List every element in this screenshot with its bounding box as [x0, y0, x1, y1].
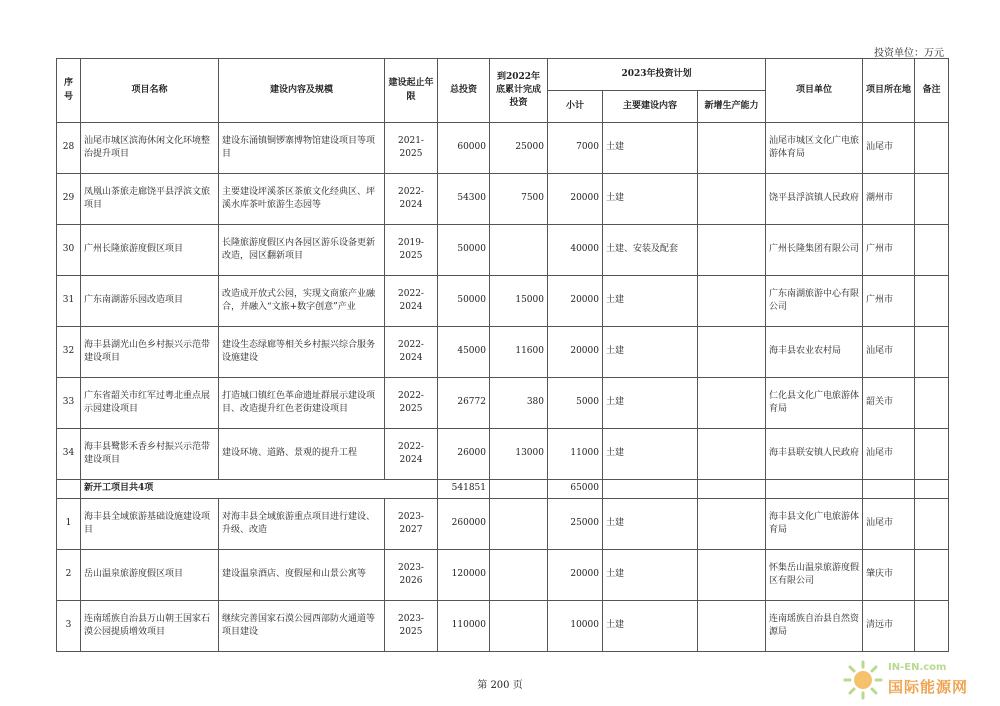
plan-main-content: 土建	[603, 276, 698, 327]
project-location: 汕尾市	[863, 327, 915, 378]
header-index: 序号	[57, 59, 81, 123]
row-index: 28	[57, 123, 81, 174]
project-unit: 广州长隆集团有限公司	[766, 225, 863, 276]
completed-investment	[490, 225, 548, 276]
project-unit: 饶平县浮滨镇人民政府	[766, 174, 863, 225]
project-content: 主要建设坪溪茶区茶旅文化经典区、坪溪水库茶叶旅游生态园等	[219, 174, 385, 225]
header-total-investment: 总投资	[438, 59, 490, 123]
project-years: 2022-2025	[385, 378, 438, 429]
header-subtotal: 小计	[548, 91, 603, 123]
table-row	[57, 550, 949, 601]
completed-investment: 25000	[490, 123, 548, 174]
header-new-capacity: 新增生产能力	[698, 91, 766, 123]
row-index: 1	[57, 499, 81, 550]
header-location: 项目所在地	[863, 59, 915, 123]
table-row	[57, 499, 949, 550]
plan-subtotal: 25000	[548, 499, 603, 550]
project-content: 建设温泉酒店、度假屋和山景公寓等	[219, 550, 385, 601]
plan-subtotal: 40000	[548, 225, 603, 276]
watermark	[840, 660, 990, 700]
plan-subtotal: 11000	[548, 429, 603, 480]
project-location: 广州市	[863, 276, 915, 327]
table-row	[57, 123, 949, 174]
header-2023-plan: 2023年投资计划	[548, 59, 766, 91]
plan-subtotal: 5000	[548, 378, 603, 429]
new-capacity	[698, 123, 766, 174]
header-project-name: 项目名称	[81, 59, 219, 123]
project-years: 2023-2027	[385, 499, 438, 550]
new-capacity	[698, 499, 766, 550]
project-years: 2023-2026	[385, 550, 438, 601]
project-name: 岳山温泉旅游度假区项目	[81, 550, 219, 601]
row-index: 3	[57, 601, 81, 652]
project-location: 汕尾市	[863, 499, 915, 550]
table-row	[57, 225, 949, 276]
total-investment: 26000	[438, 429, 490, 480]
total-investment: 26772	[438, 378, 490, 429]
table-row	[57, 327, 949, 378]
table-row	[57, 601, 949, 652]
subtotal-row	[57, 480, 949, 499]
project-location: 汕尾市	[863, 123, 915, 174]
new-capacity	[698, 276, 766, 327]
table-body-subtotal	[57, 480, 949, 499]
total-investment: 260000	[438, 499, 490, 550]
table-body-ongoing	[57, 123, 949, 480]
project-note	[915, 174, 949, 225]
row-index: 30	[57, 225, 81, 276]
row-index: 29	[57, 174, 81, 225]
table-row	[57, 429, 949, 480]
plan-main-content: 土建	[603, 429, 698, 480]
plan-subtotal: 20000	[548, 327, 603, 378]
project-note	[915, 225, 949, 276]
completed-investment: 7500	[490, 174, 548, 225]
total-investment: 60000	[438, 123, 490, 174]
total-investment: 120000	[438, 550, 490, 601]
project-years: 2021-2025	[385, 123, 438, 174]
header-years: 建设起止年限	[385, 59, 438, 123]
total-investment: 50000	[438, 225, 490, 276]
project-note	[915, 327, 949, 378]
project-table	[56, 58, 949, 652]
project-years: 2022-2024	[385, 429, 438, 480]
row-index: 33	[57, 378, 81, 429]
table-row	[57, 174, 949, 225]
project-name: 海丰县鹭影禾香乡村振兴示范带建设项目	[81, 429, 219, 480]
project-name: 凤凰山茶旅走廊饶平县浮滨文旅项目	[81, 174, 219, 225]
completed-investment	[490, 499, 548, 550]
header-main-content: 主要建设内容	[603, 91, 698, 123]
header-project-unit: 项目单位	[766, 59, 863, 123]
project-location: 潮州市	[863, 174, 915, 225]
plan-main-content: 土建	[603, 550, 698, 601]
row-index: 32	[57, 327, 81, 378]
page-number: 第 200 页	[477, 680, 523, 691]
project-name: 海丰县全域旅游基础设施建设项目	[81, 499, 219, 550]
total-investment: 45000	[438, 327, 490, 378]
new-capacity	[698, 601, 766, 652]
plan-subtotal: 20000	[548, 174, 603, 225]
project-note	[915, 601, 949, 652]
plan-main-content: 土建	[603, 378, 698, 429]
completed-investment	[490, 601, 548, 652]
project-name: 广州长隆旅游度假区项目	[81, 225, 219, 276]
table-body-new	[57, 499, 949, 652]
project-content: 打造城口镇红色革命遗址群展示建设项目、改造提升红色老街建设项目	[219, 378, 385, 429]
plan-subtotal: 10000	[548, 601, 603, 652]
completed-investment: 15000	[490, 276, 548, 327]
plan-subtotal: 20000	[548, 276, 603, 327]
row-index: 31	[57, 276, 81, 327]
project-unit: 怀集岳山温泉旅游度假区有限公司	[766, 550, 863, 601]
subtotal-total: 541851	[438, 480, 490, 499]
project-location: 韶关市	[863, 378, 915, 429]
plan-main-content: 土建	[603, 123, 698, 174]
new-capacity	[698, 174, 766, 225]
row-index: 2	[57, 550, 81, 601]
project-content: 建设东涌镇铜锣寨博物馆建设项目等项目	[219, 123, 385, 174]
project-name: 广东省韶关市红军过粤北重点展示园建设项目	[81, 378, 219, 429]
plan-main-content: 土建	[603, 174, 698, 225]
project-location: 汕尾市	[863, 429, 915, 480]
project-location: 肇庆市	[863, 550, 915, 601]
total-investment: 50000	[438, 276, 490, 327]
header-completed-investment: 到2022年底累计完成投资	[490, 59, 548, 123]
project-content: 长隆旅游度假区内各园区游乐设备更新改造，园区翻新项目	[219, 225, 385, 276]
project-years: 2023-2025	[385, 601, 438, 652]
plan-subtotal: 20000	[548, 550, 603, 601]
plan-main-content: 土建	[603, 327, 698, 378]
project-unit: 连南瑶族自治县自然资源局	[766, 601, 863, 652]
project-unit: 广东南湖旅游中心有限公司	[766, 276, 863, 327]
new-capacity	[698, 327, 766, 378]
completed-investment: 380	[490, 378, 548, 429]
new-capacity	[698, 429, 766, 480]
project-name: 连南瑶族自治县万山朝王国家石漠公园提质增效项目	[81, 601, 219, 652]
completed-investment: 13000	[490, 429, 548, 480]
project-note	[915, 276, 949, 327]
project-location: 清远市	[863, 601, 915, 652]
project-unit: 仁化县文化广电旅游体育局	[766, 378, 863, 429]
table-row	[57, 378, 949, 429]
watermark-bottom-text: 国际能源网	[888, 678, 969, 696]
project-content: 建设生态绿廊等相关乡村振兴综合服务设施建设	[219, 327, 385, 378]
project-note	[915, 499, 949, 550]
table-row	[57, 276, 949, 327]
project-unit: 海丰县文化广电旅游体育局	[766, 499, 863, 550]
project-note	[915, 123, 949, 174]
watermark-top-text: IN-EN.com	[888, 662, 947, 673]
project-name: 汕尾市城区滨海休闲文化环境整治提升项目	[81, 123, 219, 174]
completed-investment	[490, 550, 548, 601]
project-content: 继续完善国家石漠公园西部防火通道等项目建设	[219, 601, 385, 652]
plan-main-content: 土建、安装及配套	[603, 225, 698, 276]
project-note	[915, 378, 949, 429]
plan-subtotal: 7000	[548, 123, 603, 174]
project-years: 2022-2024	[385, 276, 438, 327]
new-capacity	[698, 225, 766, 276]
project-years: 2022-2024	[385, 174, 438, 225]
project-content: 建设环境、道路、景观的提升工程	[219, 429, 385, 480]
project-name: 海丰县湖光山色乡村振兴示范带建设项目	[81, 327, 219, 378]
plan-main-content: 土建	[603, 601, 698, 652]
project-content: 改造成开放式公园，实现文商旅产业融合，并融入“文旅+数字创意”产业	[219, 276, 385, 327]
completed-investment: 11600	[490, 327, 548, 378]
subtotal-plan: 65000	[548, 480, 603, 499]
project-content: 对海丰县全域旅游重点项目进行建设、升级、改造	[219, 499, 385, 550]
plan-main-content: 土建	[603, 499, 698, 550]
project-unit: 汕尾市城区文化广电旅游体育局	[766, 123, 863, 174]
project-years: 2019-2025	[385, 225, 438, 276]
project-unit: 海丰县联安镇人民政府	[766, 429, 863, 480]
project-unit: 海丰县农业农村局	[766, 327, 863, 378]
row-index: 34	[57, 429, 81, 480]
new-capacity	[698, 550, 766, 601]
investment-unit-label: 投资单位：万元	[874, 48, 944, 59]
project-name: 广东南湖游乐园改造项目	[81, 276, 219, 327]
header-content: 建设内容及规模	[219, 59, 385, 123]
project-note	[915, 429, 949, 480]
sun-logo-icon	[842, 660, 884, 700]
subtotal-label: 新开工项目共4项	[81, 480, 438, 499]
total-investment: 110000	[438, 601, 490, 652]
project-note	[915, 550, 949, 601]
project-location: 广州市	[863, 225, 915, 276]
header-note: 备注	[915, 59, 949, 123]
total-investment: 54300	[438, 174, 490, 225]
new-capacity	[698, 378, 766, 429]
project-years: 2022-2024	[385, 327, 438, 378]
